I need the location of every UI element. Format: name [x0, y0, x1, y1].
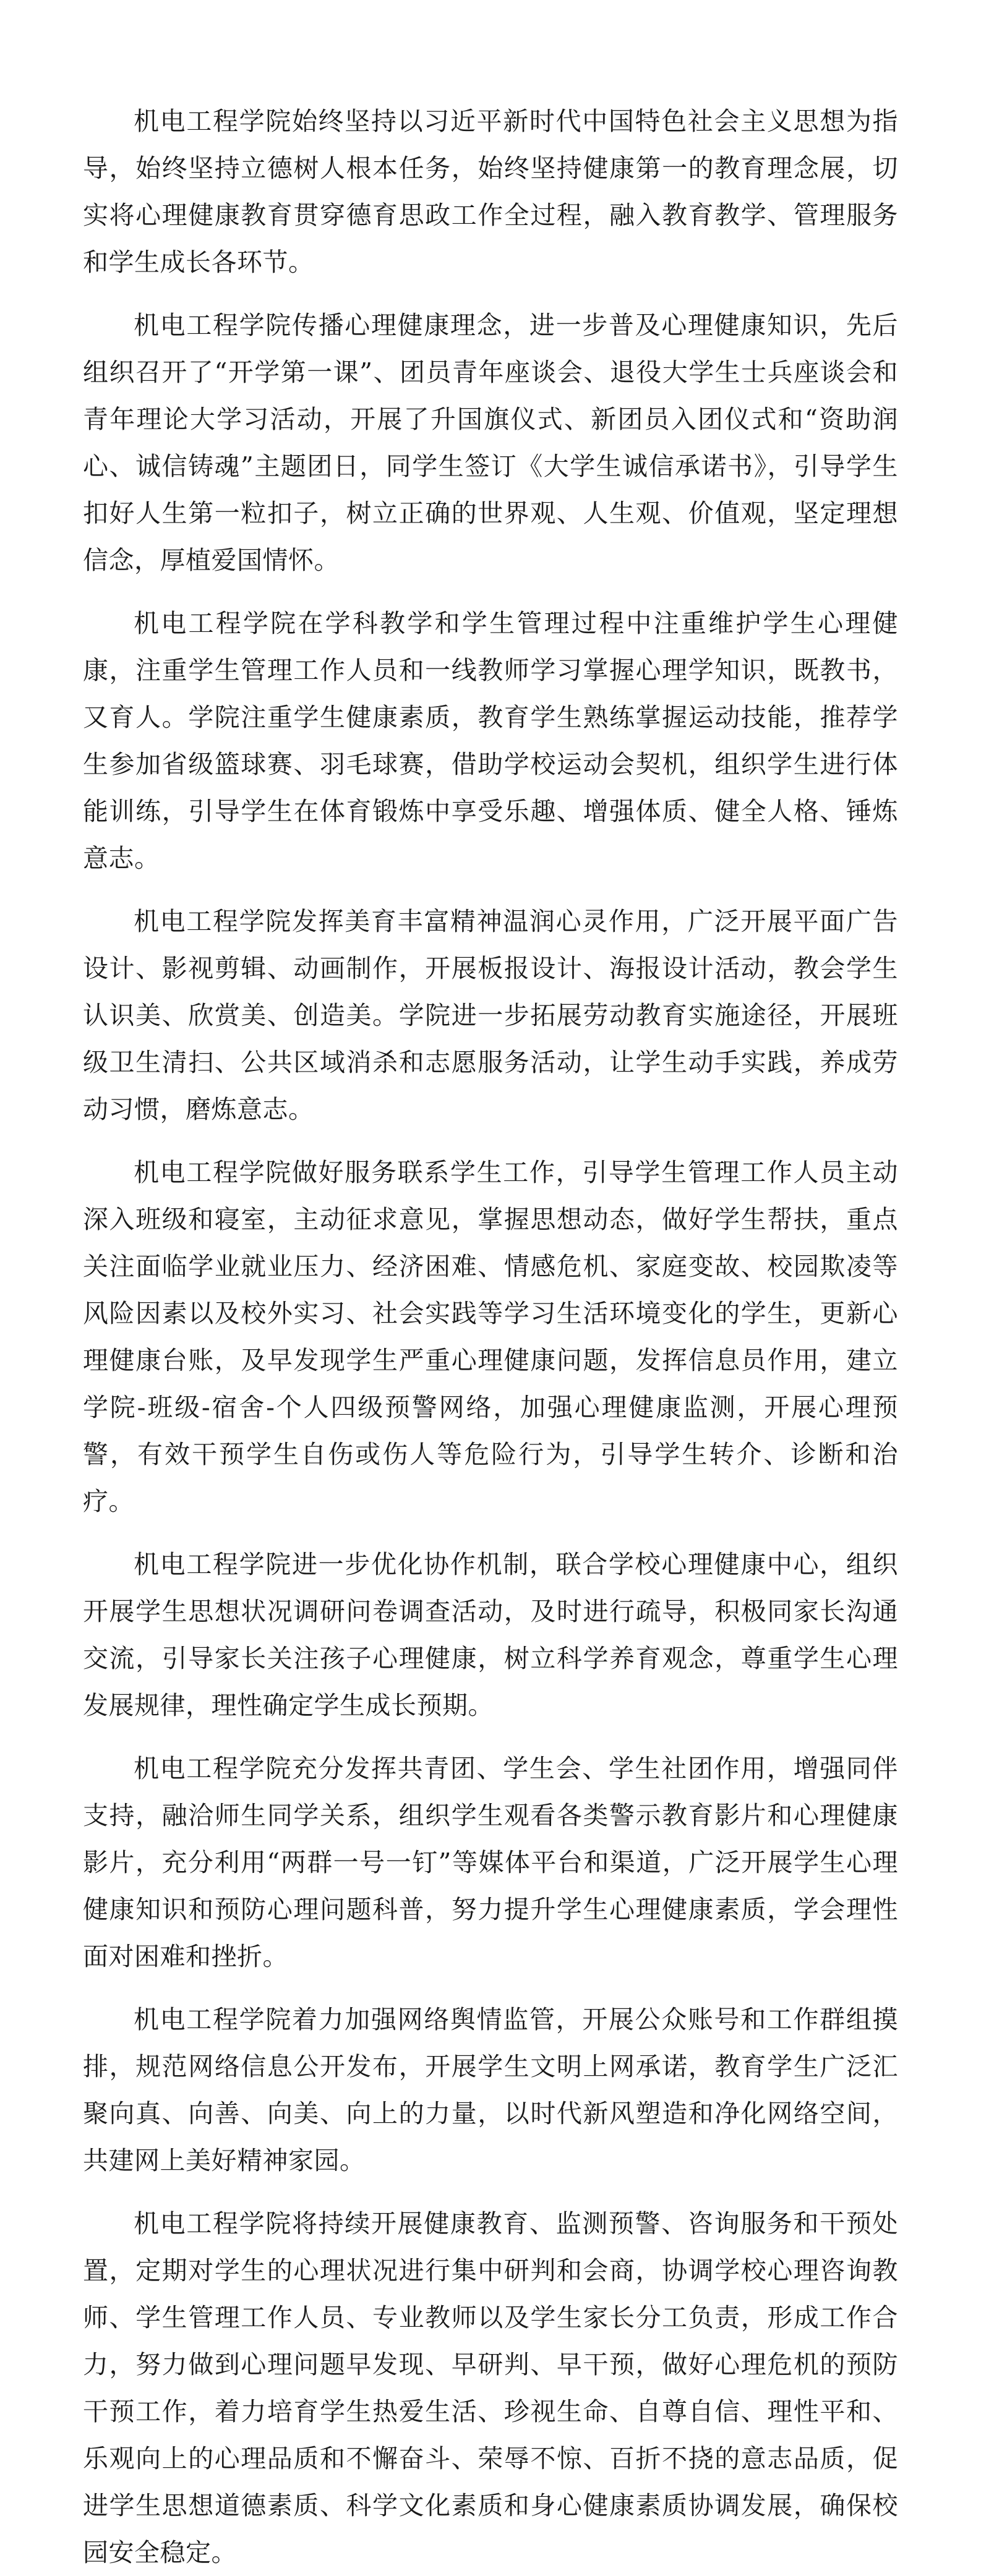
paragraph-9: 机电工程学院将持续开展健康教育、监测预警、咨询服务和干预处置，定期对学生的心理状况进行集中研判和会商，协调学校心理咨询教师、学生管理工作人员、专业教师以及学生家长分工负责，形成工作合力，努力做到心理问题早发现、早研判、早干预，做好心理危机的预防干预工作，着力培育学生热爱生活、珍视生命、自尊自信、理性平和、乐观向上的心理品质和不懈奋斗、荣辱不惊、百折不挠的意志品质，促进学生思想道德素质、科学文化素质和身心健康素质协调发展，确保校园安全稳定。	[83, 2209, 898, 2567]
paragraph-7: 机电工程学院充分发挥共青团、学生会、学生社团作用，增强同伴支持，融洽师生同学关系，组织学生观看各类警示教育影片和心理健康影片，充分利用“两群一号一钉”等媒体平台和渠道，广泛开展学生心理健康知识和预防心理问题科普，努力提升学生心理健康素质，学会理性面对困难和挫折。	[83, 1754, 898, 1971]
paragraph-2: 机电工程学院传播心理健康理念，进一步普及心理健康知识，先后组织召开了“开学第一课”、团员青年座谈会、退役大学生士兵座谈会和青年理论大学习活动，开展了升国旗仪式、新团员入团仪式和“资助润心、诚信铸魂”主题团日，同学生签订《大学生诚信承诺书》，引导学生扣好人生第一粒扣子，树立正确的世界观、人生观、价值观，坚定理想信念，厚植爱国情怀。	[83, 310, 898, 575]
paragraph-3: 机电工程学院在学科教学和学生管理过程中注重维护学生心理健康，注重学生管理工作人员和一线教师学习掌握心理学知识，既教书，又育人。学院注重学生健康素质，教育学生熟练掌握运动技能，推荐学生参加省级篮球赛、羽毛球赛，借助学校运动会契机，组织学生进行体能训练，引导学生在体育锻炼中享受乐趣、增强体质、健全人格、锤炼意志。	[83, 608, 898, 873]
paragraph-5: 机电工程学院做好服务联系学生工作，引导学生管理工作人员主动深入班级和寝室，主动征求意见，掌握思想动态，做好学生帮扶，重点关注面临学业就业压力、经济困难、情感危机、家庭变故、校园欺凌等风险因素以及校外实习、社会实践等学习生活环境变化的学生，更新心理健康台账，及早发现学生严重心理健康问题，发挥信息员作用，建立学院-班级-宿舍-个人四级预警网络，加强心理健康监测，开展心理预警，有效干预学生自伤或伤人等危险行为，引导学生转介、诊断和治疗。	[83, 1158, 898, 1516]
paragraph-8: 机电工程学院着力加强网络舆情监管，开展公众账号和工作群组摸排，规范网络信息公开发布，开展学生文明上网承诺，教育学生广泛汇聚向真、向善、向美、向上的力量，以时代新风塑造和净化网络空间，共建网上美好精神家园。	[83, 2005, 898, 2175]
paragraph-6: 机电工程学院进一步优化协作机制，联合学校心理健康中心，组织开展学生思想状况调研问卷调查活动，及时进行疏导，积极同家长沟通交流，引导家长关注孩子心理健康，树立科学养育观念，尊重学生心理发展规律，理性确定学生成长预期。	[83, 1550, 898, 1720]
paragraph-4: 机电工程学院发挥美育丰富精神温润心灵作用，广泛开展平面广告设计、影视剪辑、动画制作，开展板报设计、海报设计活动，教会学生认识美、欣赏美、创造美。学院进一步拓展劳动教育实施途径，开展班级卫生清扫、公共区域消杀和志愿服务活动，让学生动手实践，养成劳动习惯，磨炼意志。	[83, 906, 898, 1124]
paragraph-1: 机电工程学院始终坚持以习近平新时代中国特色社会主义思想为指导，始终坚持立德树人根本任务，始终坚持健康第一的教育理念展，切实将心理健康教育贯穿德育思政工作全过程，融入教育教学、管理服务和学生成长各环节。	[83, 106, 898, 277]
